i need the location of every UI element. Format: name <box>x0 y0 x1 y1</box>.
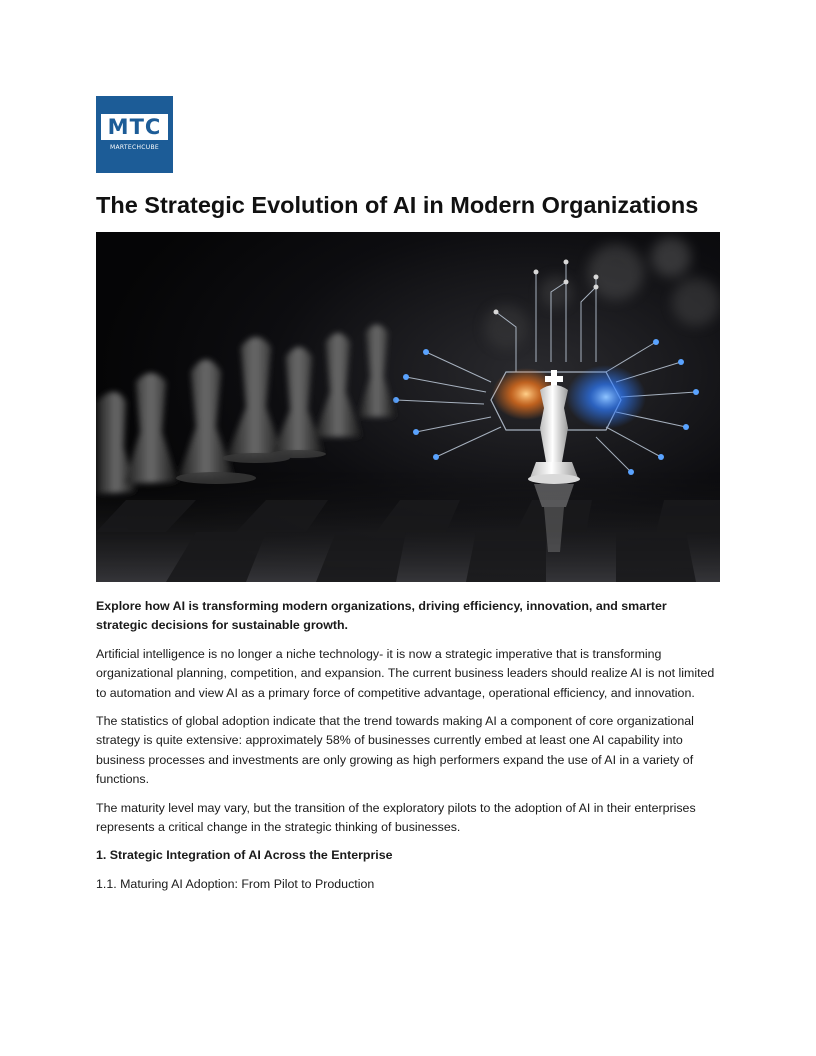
logo-subtitle: MARTECHCUBE <box>110 144 159 151</box>
subsection-heading: 1.1. Maturing AI Adoption: From Pilot to Production <box>96 876 375 891</box>
article-title: The Strategic Evolution of AI in Modern Organizations <box>96 192 699 218</box>
paragraph-statistics: The statistics of global adoption indicate that the trend towards making AI a component of core organizational strategy is quite extensive: approximately 58% of businesses currently embed at least one AI capability into business processes and investments are only growing as high performers expand the use of AI in a variety of functions. <box>96 714 694 787</box>
article-lead: Explore how AI is transforming modern organizations, driving efficiency, innovation, and smarter strategic decisions for sustainable growth. <box>96 599 667 633</box>
paragraph-intro: Artificial intelligence is no longer a niche technology- it is now a strategic imperative that is transforming organizational planning, competition, and expansion. The current business leaders should realize AI is not limited to automation and view AI as a primary force of competitive advantage, operational efficiency, and innovation. <box>96 646 715 700</box>
hero-image-chess-ai <box>96 232 720 582</box>
logo-mark: MTC <box>101 114 168 140</box>
martechcube-logo <box>96 96 173 173</box>
section-heading: 1. Strategic Integration of AI Across the Enterprise <box>96 848 393 863</box>
paragraph-maturity: The maturity level may vary, but the transition of the exploratory pilots to the adoption of AI in their enterprises represents a critical change in the strategic thinking of businesses. <box>96 800 696 835</box>
document-page <box>96 96 720 894</box>
